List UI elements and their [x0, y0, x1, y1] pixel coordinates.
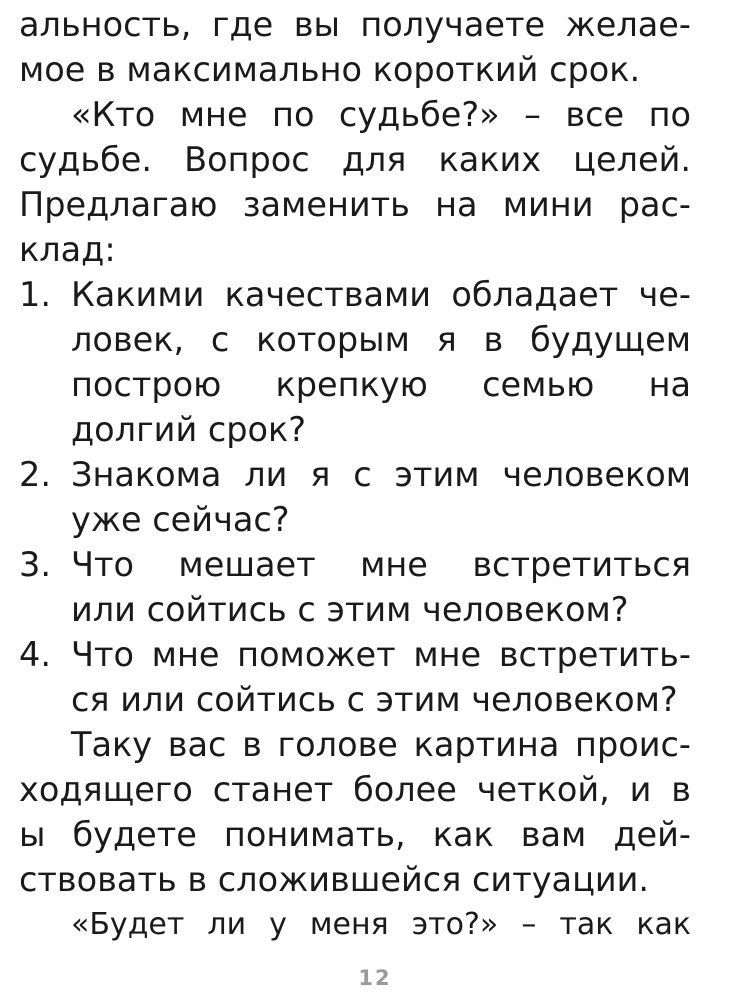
text-line: ся или сойтись с этим человеком? [71, 680, 678, 719]
list-number: 2. [19, 455, 51, 494]
text-line: мое в максимально короткий срок. [19, 50, 641, 89]
list-number: 4. [19, 635, 51, 674]
list-item-2 [19, 452, 691, 498]
text-line: альность, где вы получаете желае- [19, 5, 691, 44]
page-number: 12 [358, 966, 392, 990]
text-line: Что мне поможет мне встретить- [71, 635, 691, 674]
list-item-1 [19, 272, 691, 318]
text-line: ходящего станет более четкой, и в [19, 770, 691, 809]
text-line: Какими качествами обладает че- [71, 275, 691, 314]
text-line: судьбе. Вопрос для каких целей. [19, 140, 691, 179]
list-item-3 [19, 542, 691, 588]
text-line: Знакома ли я с этим человеком [71, 455, 691, 494]
text-line: «Кто мне по судьбе?» – все по [71, 95, 691, 134]
text-line: уже сейчас? [71, 500, 290, 539]
text-line: ствовать в сложившейся ситуации. [19, 860, 650, 899]
text-line: долгий срок? [71, 410, 307, 449]
text-line: или сойтись с этим человеком? [71, 590, 629, 629]
text-line: клад: [19, 230, 116, 269]
text-line: ы будете понимать, как вам дей- [19, 815, 691, 854]
text-line: построю крепкую семью на [71, 365, 691, 404]
text-line: Что мешает мне встретиться [71, 545, 691, 584]
text-line: Таку вас в голове картина проис- [71, 725, 691, 764]
text-line: Предлагаю заменить на мини рас- [19, 185, 691, 224]
list-item-4 [19, 632, 691, 678]
text-line: «Будет ли у меня это?» – так как [71, 907, 691, 942]
list-number: 3. [19, 545, 51, 584]
text-line: ловек, с которым я в будущем [71, 320, 691, 359]
list-number: 1. [19, 275, 51, 314]
